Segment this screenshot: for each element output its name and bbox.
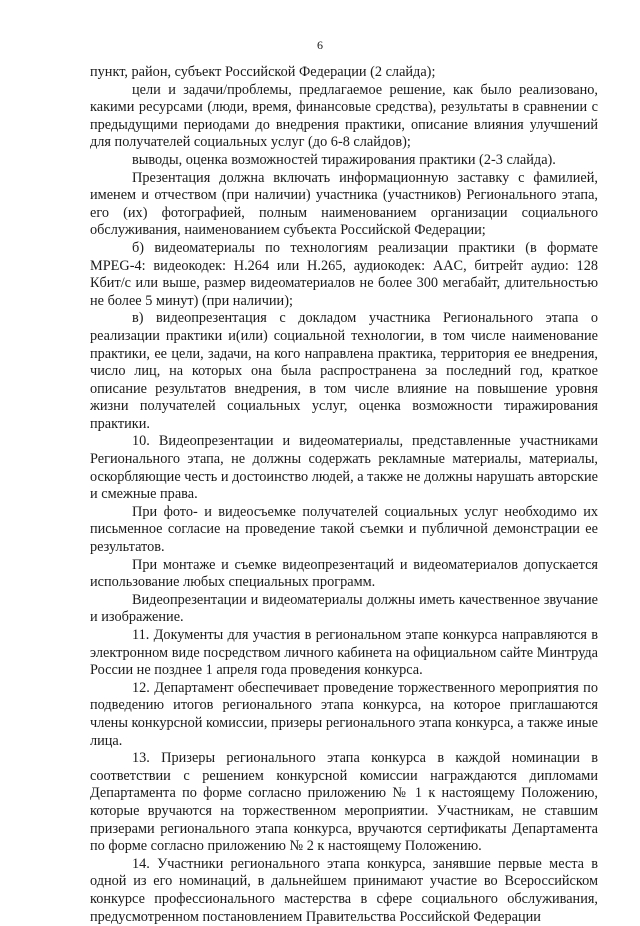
paragraph-video-presentation: в) видеопрезентация с докладом участника Регионального этапа о реализации практики и(или) социальной технологии, в том числе наименование практики, ее цели, задачи, на кого направлена практика, территория ее внедрения, число лиц, на которых она была распространена за последний год, краткое описание результатов внедрения, в том числе влияние на повышение уровня жизни получателей социальных услуг, оценка возможности тиражирования практики. xyxy=(90,310,598,432)
paragraph-conclusions-item: выводы, оценка возможностей тиражирования практики (2-3 слайда). xyxy=(132,151,556,168)
paragraph-presentation-splash: Презентация должна включать информационную заставку с фамилией, именем и отчеством (при наличии) участника (участников) Регионального этапа, его (их) фотографией, полным наименованием организации социального обслуживания, наименованием субъекта Российской Федерации; xyxy=(90,169,598,239)
paragraph-clause-10: 10. Видеопрезентации и видеоматериалы, представленные участниками Регионального этапа, не должны содержать рекламные материалы, материалы, оскорбляющие честь и достоинство людей, а также не должны нарушать авторские и смежные права. xyxy=(90,433,598,503)
paragraph-clause-12: 12. Департамент обеспечивает проведение торжественного мероприятия по подведению итогов регионального этапа конкурса, на которое приглашаются члены конкурсной комиссии, призеры регионального этапа конкурса, а также иные лица. xyxy=(90,679,598,749)
paragraph-location-item: пункт, район, субъект Российской Федерации (2 слайда); xyxy=(90,64,436,80)
paragraph-quality: Видеопрезентации и видеоматериалы должны иметь качественное звучание и изображение. xyxy=(90,591,598,626)
paragraph-clause-14: 14. Участники регионального этапа конкурса, занявшие первые места в одной из его номинаций, в дальнейшем принимают участие во Всероссийском конкурсе профессионального мастерства в сфере социального обслуживания, предусмотренном постановлением Правительства Российской Федерации xyxy=(90,855,598,925)
document-body xyxy=(90,64,598,926)
paragraph-editing-software: При монтаже и съемке видеопрезентаций и видеоматериалов допускается использование любых специальных программ. xyxy=(90,556,598,591)
page-number: 6 xyxy=(317,38,323,52)
paragraph-video-materials: б) видеоматериалы по технологиям реализации практики (в формате MPEG-4: видеокодек: H.264 или H.265, аудиокодек: AAC, битрейт аудио: 128 Кбит/с или выше, размер видеоматериалов не более 300 мегабайт, длительностью не более 5 минут) (при наличии); xyxy=(90,239,598,309)
paragraph-clause-13: 13. Призеры регионального этапа конкурса в каждой номинации в соответствии с решением конкурсной комиссии награждаются дипломами Департамента по форме согласно приложению № 1 к настоящему Положению, которые вручаются на торжественном мероприятии. Участникам, не ставшим призерами регионального этапа конкурса, вручаются сертификаты Департамента по форме согласно приложению № 2 к настоящему Положению. xyxy=(90,750,598,855)
paragraph-clause-11: 11. Документы для участия в региональном этапе конкурса направляются в электронном виде посредством личного кабинета на официальном сайте Минтруда России не позднее 1 апреля года проведения конкурса. xyxy=(90,627,598,679)
paragraph-goals-item: цели и задачи/проблемы, предлагаемое решение, как было реализовано, какими ресурсами (люди, время, финансовые средства), результаты в сравнении с предыдущими периодами до внедрения практики, описание влияния улучшений для получателей социальных услуг (до 6-8 слайдов); xyxy=(90,81,598,151)
paragraph-consent: При фото- и видеосъемке получателей социальных услуг необходимо их письменное согласие на проведение такой съемки и публичной демонстрации ее результатов. xyxy=(90,503,598,556)
